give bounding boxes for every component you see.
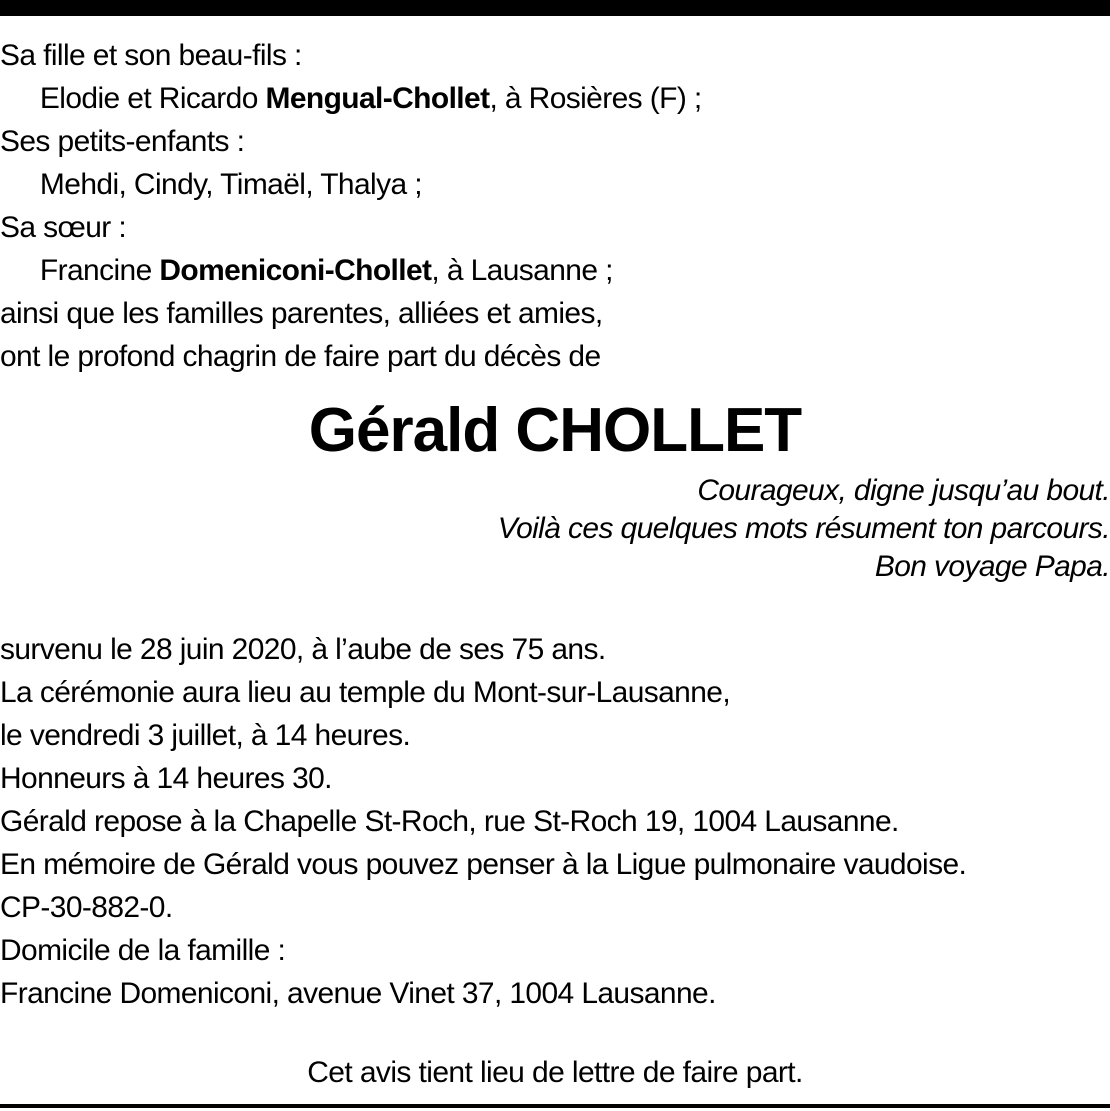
- sister-heading: Sa sœur :: [0, 211, 127, 244]
- daughter-names: Elodie et Ricardo: [39, 82, 266, 115]
- detail-line: Francine Domeniconi, avenue Vinet 37, 1004 Lausanne.: [0, 977, 716, 1010]
- detail-line: CP-30-882-0.: [0, 891, 173, 924]
- deceased-name: Gérald CHOLLET: [308, 396, 802, 465]
- detail-line: Domicile de la famille :: [0, 934, 286, 967]
- detail-line: Gérald repose à la Chapelle St-Roch, rue St-Roch 19, 1004 Lausanne.: [0, 805, 899, 838]
- quote-line-3: Bon voyage Papa.: [874, 550, 1110, 583]
- daughter-heading: Sa fille et son beau-fils :: [0, 39, 302, 72]
- obituary-notice: [0, 34, 1110, 1094]
- detail-line: Honneurs à 14 heures 30.: [0, 762, 332, 795]
- sister-place: , à Lausanne ;: [431, 254, 613, 287]
- sister-line: [0, 249, 1108, 292]
- sister-surname: Domeniconi-Chollet: [159, 254, 432, 287]
- daughter-surname: Mengual-Chollet: [265, 82, 490, 115]
- detail-line: En mémoire de Gérald vous pouvez penser à la Ligue pulmonaire vaudoise.: [0, 848, 967, 881]
- grandchildren-heading: Ses petits-enfants :: [0, 125, 245, 158]
- closing-note: Cet avis tient lieu de lettre de faire part.: [307, 1056, 803, 1089]
- detail-line: La cérémonie aura lieu au temple du Mont-sur-Lausanne,: [0, 676, 731, 709]
- grandchildren-names: Mehdi, Cindy, Timaël, Thalya ;: [39, 168, 422, 201]
- detail-line: le vendredi 3 juillet, à 14 heures.: [0, 719, 411, 752]
- detail-line: survenu le 28 juin 2020, à l’aube de ses 75 ans.: [0, 633, 606, 666]
- top-border-rule: [0, 0, 1110, 16]
- bottom-border-rule: [0, 1104, 1110, 1108]
- daughter-place: , à Rosières (F) ;: [489, 82, 702, 115]
- section-spacer: [0, 586, 1110, 628]
- quote-line-1: Courageux, digne jusqu’au bout.: [697, 474, 1110, 507]
- announcement-line: ont le profond chagrin de faire part du décès de: [0, 340, 601, 373]
- quote-line-2: Voilà ces quelques mots résument ton parcours.: [497, 512, 1110, 545]
- daughter-line: [0, 77, 1108, 120]
- sister-name: Francine: [39, 254, 160, 287]
- relatives-line: ainsi que les familles parentes, alliées et amies,: [0, 297, 603, 330]
